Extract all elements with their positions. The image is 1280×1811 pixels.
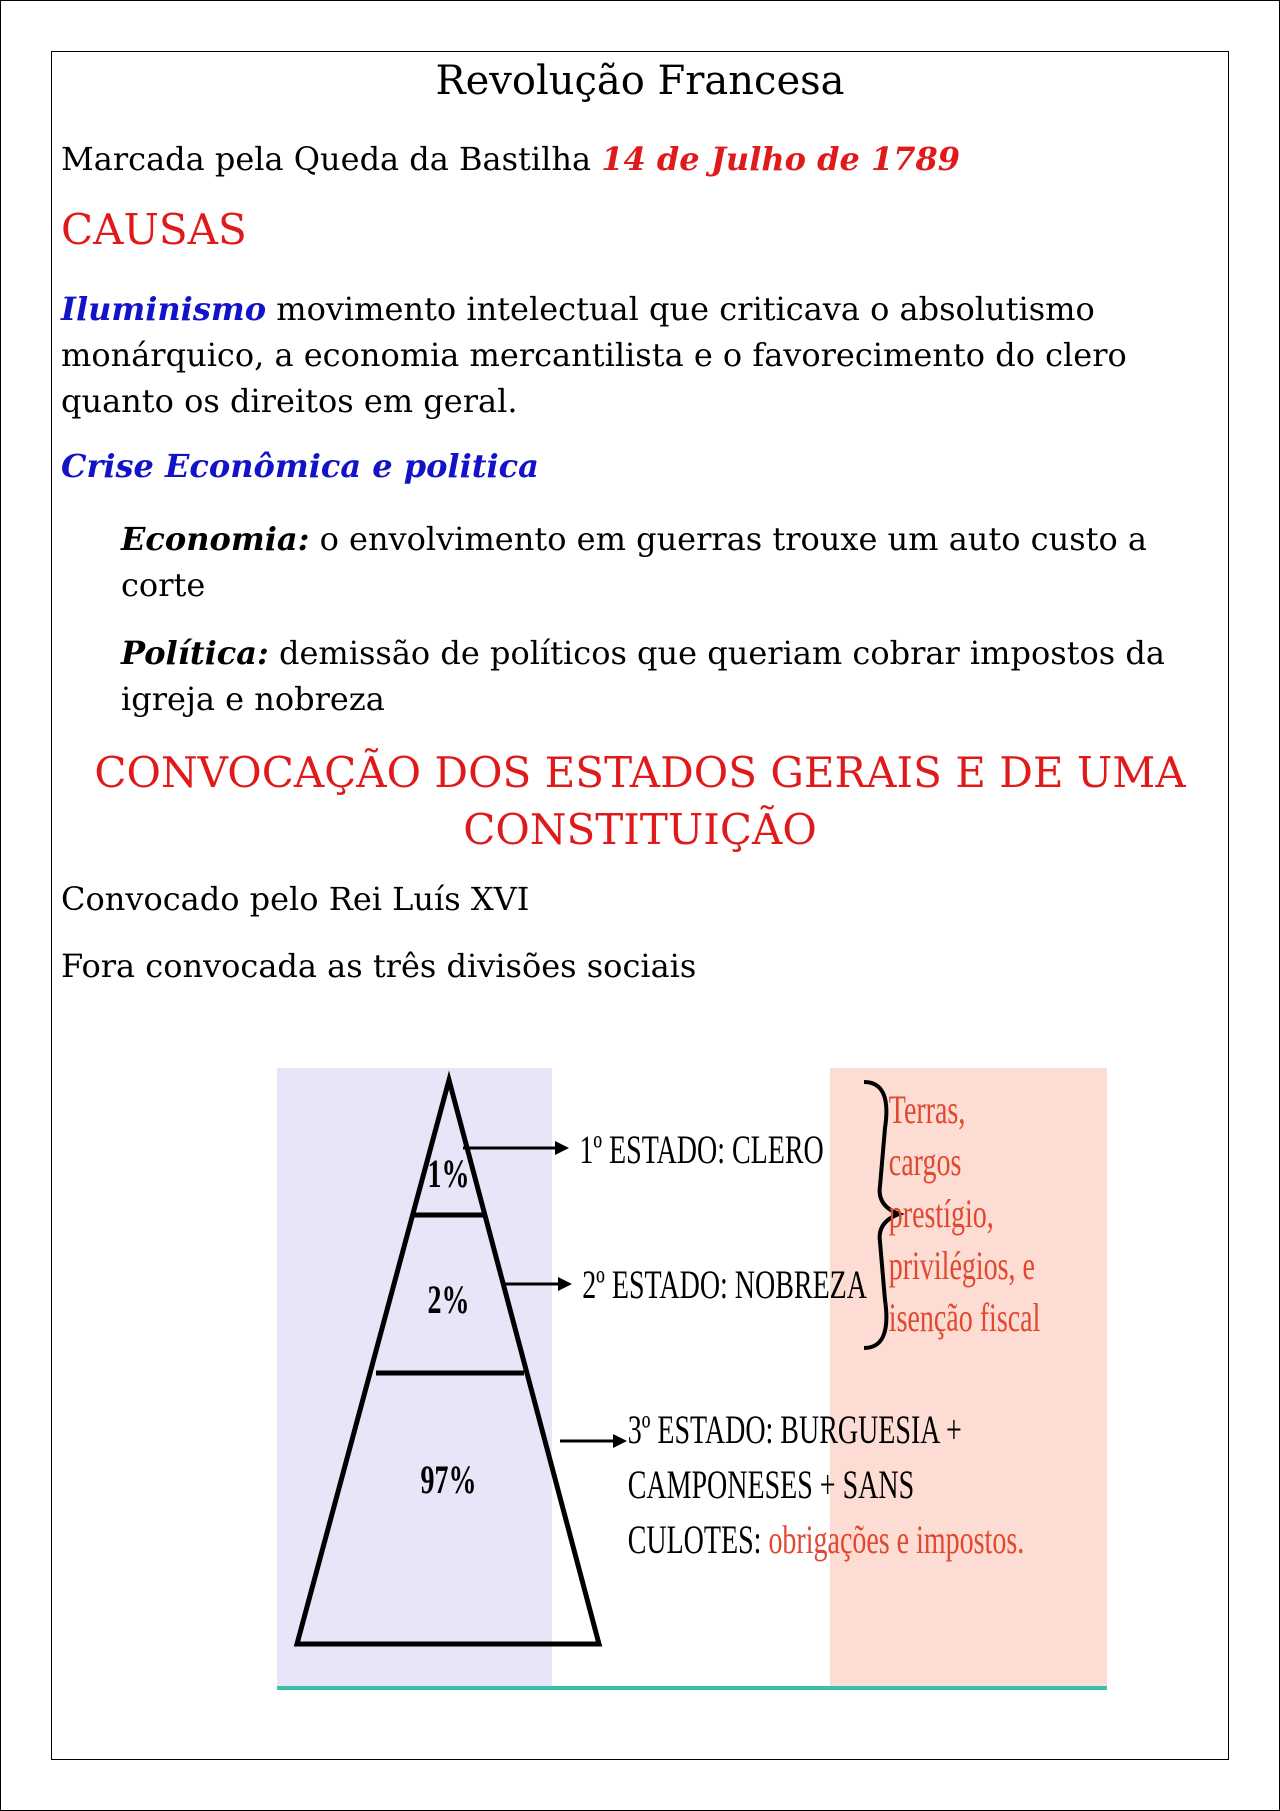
page-title: Revolução Francesa <box>435 58 845 104</box>
privilege-item: prestígio, <box>888 1192 994 1237</box>
politics-paragraph <box>121 630 1221 722</box>
intro-text: Marcada pela Queda da Bastilha <box>61 140 602 178</box>
convocation-heading <box>52 744 1228 858</box>
right-panel <box>830 1068 1107 1688</box>
intro-line <box>61 140 960 178</box>
label-terceiro-line3 <box>628 1518 1025 1562</box>
label-terceiro-culotes: CULOTES: <box>627 1518 769 1563</box>
privilege-item: cargos <box>888 1140 962 1185</box>
economy-text: o envolvimento em guerras trouxe um auto custo a corte <box>121 520 1147 604</box>
bastille-date: 14 de Julho de 1789 <box>601 140 961 178</box>
arrow-terceiro <box>560 1434 627 1448</box>
label-nobreza: 2º ESTADO: NOBREZA <box>582 1263 868 1308</box>
left-panel <box>277 1068 552 1688</box>
convocation-line2: Fora convocada as três divisões sociais <box>61 947 697 985</box>
tier-percent-clero: 1% <box>427 1152 470 1197</box>
privilege-item: privilégios, e <box>888 1244 1035 1289</box>
document-frame <box>51 51 1229 1760</box>
convocation-line1: Convocado pelo Rei Luís XVI <box>61 880 530 918</box>
tier-percent-nobreza: 2% <box>427 1278 470 1323</box>
economy-paragraph <box>121 516 1221 608</box>
pyramid-svg <box>277 1068 1107 1693</box>
economy-term: Economia: <box>121 520 310 558</box>
iluminismo-term: Iluminismo <box>61 290 267 328</box>
convocation-heading-line2: CONSTITUIÇÃO <box>463 805 817 854</box>
politics-term: Política: <box>121 634 269 672</box>
convocation-heading-line1: CONVOCAÇÃO DOS ESTADOS GERAIS E DE UMA <box>94 748 1186 797</box>
label-terceiro-line2: CAMPONESES + SANS <box>627 1463 915 1508</box>
privilege-item: Terras, <box>888 1088 966 1133</box>
iluminismo-text: movimento intelectual que criticava o absolutismo monárquico, a economia mercantilista e o favorecimento do clero quanto os direitos em geral. <box>61 290 1127 420</box>
crisis-heading: Crise Econômica e politica <box>61 447 539 485</box>
label-terceiro-line1: 3º ESTADO: BURGUESIA + <box>627 1408 962 1453</box>
label-obrigacoes: obrigações e impostos. <box>768 1518 1025 1563</box>
politics-text: demissão de políticos que queriam cobrar impostos da igreja e nobreza <box>121 634 1165 718</box>
social-pyramid-diagram <box>277 1068 1107 1697</box>
label-clero: 1º ESTADO: CLERO <box>579 1128 824 1173</box>
tier-percent-terceiro: 97% <box>420 1458 477 1503</box>
privilege-item: isenção fiscal <box>888 1296 1041 1341</box>
iluminismo-paragraph <box>61 286 1221 424</box>
causes-heading: CAUSAS <box>61 205 247 254</box>
